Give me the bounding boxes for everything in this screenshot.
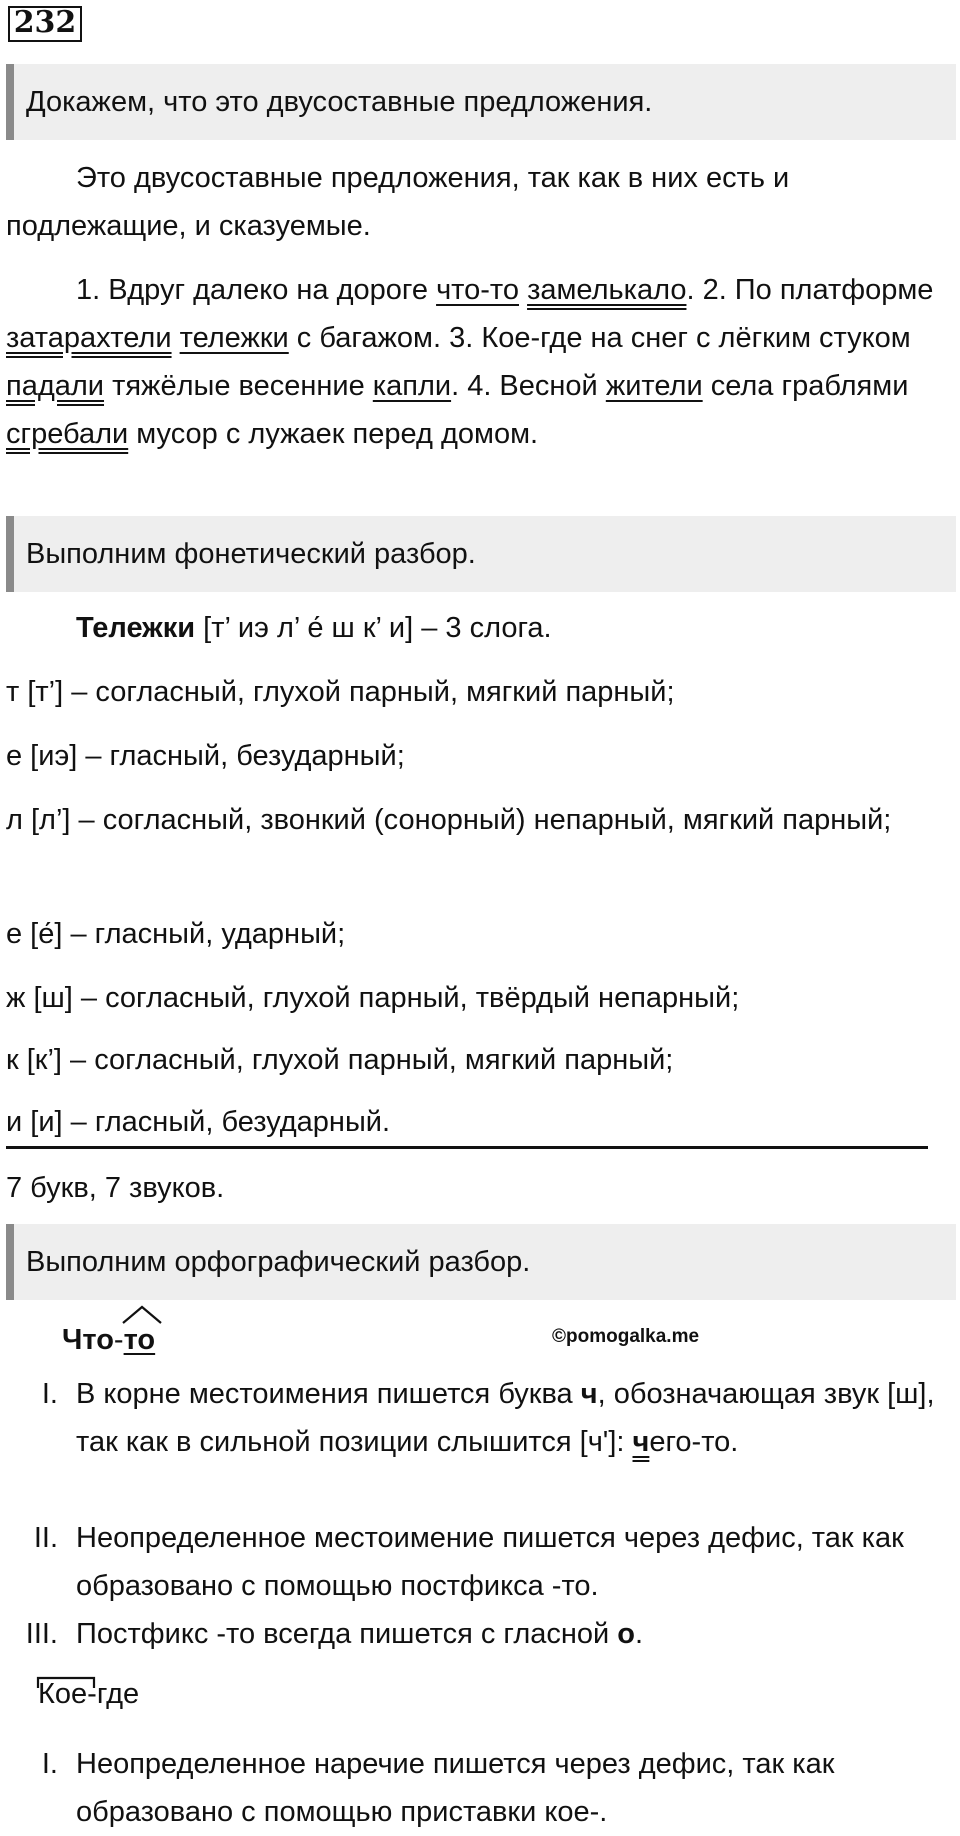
word-koe-gde: Кое-где: [38, 1678, 140, 1710]
intro-paragraph: Это двусоставные предложения, так как в них есть и подлежащие, и сказуемые.: [6, 162, 790, 242]
postfix-arc-icon: [120, 1304, 164, 1326]
analyzed-word: Тележки: [76, 612, 196, 644]
subject: жители: [605, 370, 703, 402]
phonetic-line: ж [ш] – согласный, глухой парный, твёрдый непарный;: [6, 982, 740, 1014]
subject: что-то: [436, 274, 519, 306]
phonetic-line: к [к’] – согласный, глухой парный, мягкий парный;: [6, 1044, 674, 1076]
phonetic-line: т [т’] – согласный, глухой парный, мягкий парный;: [6, 676, 675, 708]
phonetic-line: е [е́] – гласный, ударный;: [6, 918, 346, 950]
rule-number: I.: [41, 1748, 58, 1780]
rule-number: III.: [25, 1618, 58, 1650]
exercise-number: 232: [8, 6, 82, 42]
subject: капли: [372, 370, 452, 402]
predicate: замелькало: [527, 274, 687, 306]
predicate: затарахтели: [6, 322, 172, 354]
phonetic-line: л [л’] – согласный, звонкий (сонорный) непарный, мягкий парный;: [6, 804, 892, 836]
word-root: Что: [62, 1324, 114, 1356]
rule-number: I.: [41, 1378, 58, 1410]
rule-number: II.: [33, 1522, 58, 1554]
transcription: [т’ иэ л’ е́ ш к’ и] – 3 слога.: [195, 612, 552, 644]
word-prefix: Кое: [38, 1678, 88, 1710]
subject: тележки: [179, 322, 289, 354]
predicate: падали: [6, 370, 105, 402]
phonetic-line: е [иэ] – гласный, безударный;: [6, 740, 405, 772]
section-header-phonetic: Выполним фонетический разбор.: [6, 516, 956, 592]
divider-line: [6, 1146, 928, 1149]
rule-item: Постфикс -то всегда пишется с гласной о.: [76, 1618, 644, 1650]
postfix: то: [123, 1324, 156, 1356]
phonetic-summary: 7 букв, 7 звуков.: [6, 1172, 225, 1204]
word-chto-to: Что-то: [62, 1324, 156, 1356]
section-header-orthographic: Выполним орфографический разбор.: [6, 1224, 956, 1300]
predicate: сгребали: [6, 418, 129, 450]
section-header-proof: Докажем, что это двусоставные предложения.: [6, 64, 956, 140]
phonetic-title: [6, 604, 946, 652]
rule-item: В корне местоимения пишется буква ч, обозначающая звук [ш], так как в сильной позиции слышится [ч']: чего-то.: [76, 1378, 935, 1458]
rule-item: Неопределенное наречие пишется через дефис, так как образовано с помощью приставки кое-.: [76, 1748, 835, 1828]
phonetic-line: и [и] – гласный, безударный.: [6, 1106, 391, 1138]
watermark: ©pomogalka.me: [552, 1326, 700, 1347]
rule-item: Неопределенное местоимение пишется через дефис, так как образовано с помощью постфикса -то.: [76, 1522, 904, 1602]
sentences-paragraph: 1. Вдруг далеко на дороге что-то замелькало. 2. По платформе затарахтели тележки с багажом. 3. Кое-где на снег с лёгким стуком падали тяжёлые весенние капли. 4. Весной жители села граблями сгребали мусор с лужаек перед домом.: [6, 274, 934, 450]
